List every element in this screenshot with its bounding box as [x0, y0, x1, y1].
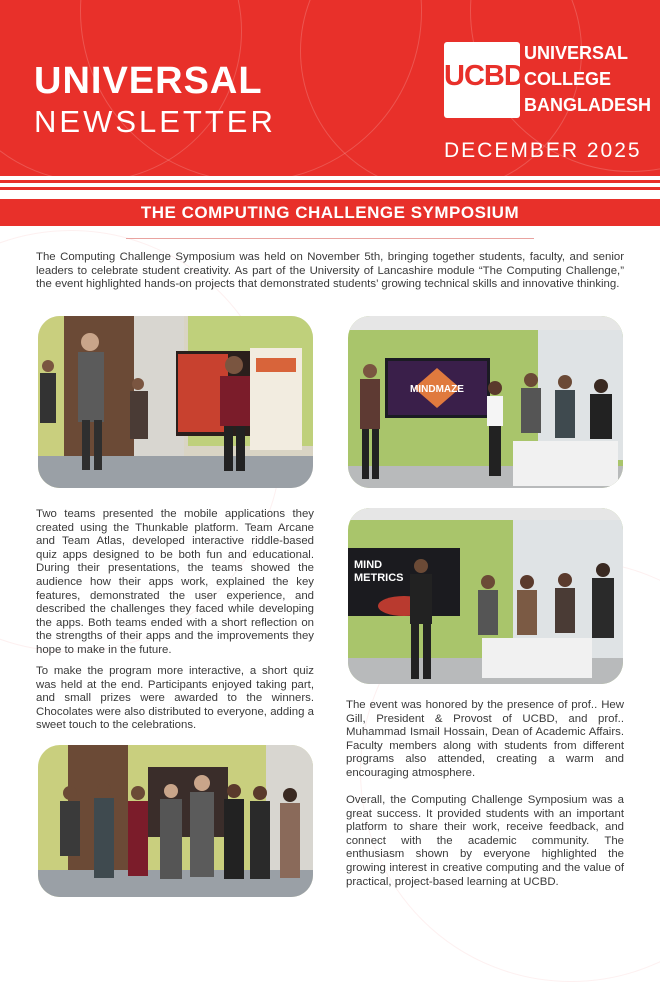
header-divider	[0, 180, 660, 183]
college-name-line: UNIVERSAL	[524, 43, 629, 63]
header-divider	[0, 187, 660, 190]
photo-poster-visit	[38, 316, 313, 488]
photo-mindmetrics-presentation	[348, 508, 623, 684]
issue-date: DECEMBER 2025	[444, 139, 642, 162]
conclusion-paragraph: Overall, the Computing Challenge Symposium was a great success. It provided students with an important platform to share their work, receive feedback, and connect with the academic community. The enthusiasm shown by everyone highlighted the growing interest in creative computing and the value of practical, project-based learning at UCBD.	[346, 794, 624, 888]
article-title: THE COMPUTING CHALLENGE SYMPOSIUM	[0, 199, 660, 226]
newsletter-title: UNIVERSAL	[34, 60, 263, 102]
screen-text-metrics: METRICS	[354, 572, 404, 584]
screen-text-mind: MIND	[354, 559, 383, 571]
teams-paragraph: Two teams presented the mobile applications they created using the Thunkable platform. Team Arcane and Team Atlas, developed interactive riddle-based quiz apps designed to be both fun and educational. During their presentations, the teams showed the audience how their apps work, explained the key features, demonstrated the user experience, and described the challenges they faced while developing the apps. Both teams ended with a short reflection on the strengths of their apps and the improvements they hope to make in the future.	[36, 508, 314, 656]
college-name-line: COLLEGE	[524, 69, 612, 89]
intro-paragraph: The Computing Challenge Symposium was held on November 5th, bringing together students, faculty, and senior leaders to celebrate student creativity. As part of the University of Lancashire module “The Computing Challenge,” the event highlighted hands-on projects that demonstrated students’ growing technical skills and innovative thinking.	[36, 251, 624, 291]
photo-group	[38, 745, 313, 897]
college-name	[524, 40, 651, 118]
honored-paragraph: The event was honored by the presence of prof.. Hew Gill, President & Provost of UCBD, and prof.. Muhammad Ismail Hossain, Dean of Academic Affairs. Faculty members along with students from different programs also attended, creating a warm and encouraging atmosphere.	[346, 699, 624, 779]
newsletter-subtitle: NEWSLETTER	[34, 104, 276, 139]
newsletter-header	[0, 0, 660, 176]
logo-text: UCBD	[444, 60, 524, 92]
quiz-paragraph: To make the program more interactive, a short quiz was held at the end. Participants enjoyed taking part, and small prizes were awarded to the winners. Chocolates were also distributed to everyone, adding a sweet touch to the celebrations.	[36, 665, 314, 732]
screen-text-mindmaze: MINDMAZE	[410, 384, 464, 395]
photo-mindmaze-presentation	[348, 316, 623, 488]
college-logo	[444, 42, 524, 118]
college-name-line: BANGLADESH	[524, 95, 652, 115]
title-rule	[126, 238, 534, 239]
